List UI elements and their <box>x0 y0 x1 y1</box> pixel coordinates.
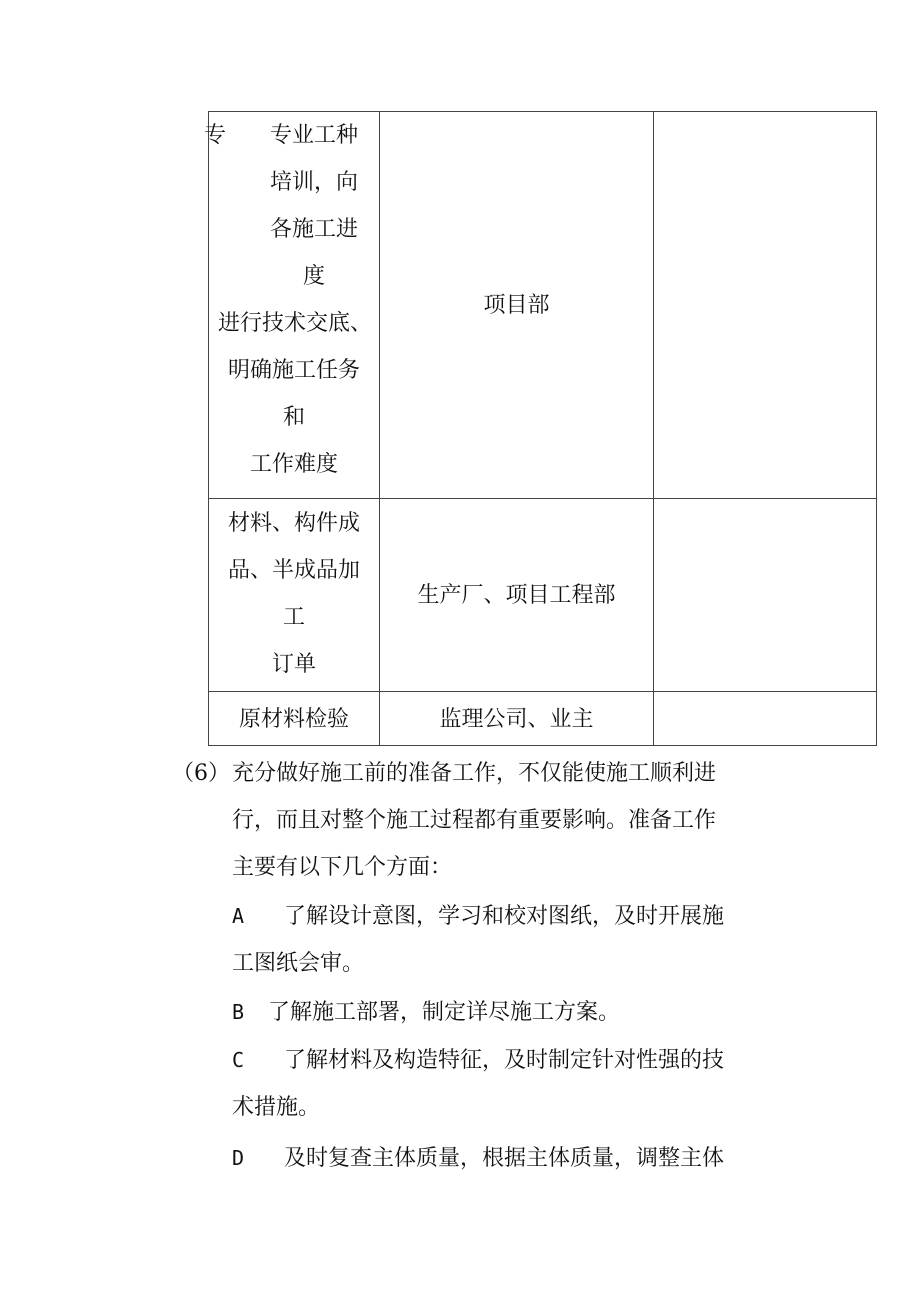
cell-line: 进行技术交底、 <box>217 311 372 336</box>
cell-line: 明确施工任务 <box>227 358 360 383</box>
section-text-line: 主要有以下几个方面： <box>232 855 453 880</box>
cell-line: 度 <box>302 264 325 289</box>
item-letter: B <box>232 1000 245 1024</box>
list-item-c <box>232 1037 724 1084</box>
section-text-line: 行，而且对整个施工过程都有重要影响。准备工作 <box>232 808 717 833</box>
cell-line: 材料、构件成 <box>227 511 360 536</box>
item-text: 了解设计意图，学习和校对图纸，及时开展施 <box>284 904 725 929</box>
cell-line: 培训，向 <box>269 170 358 195</box>
cell-line: 订单 <box>271 652 316 677</box>
cell-line: 和 <box>282 405 305 430</box>
item-letter: D <box>232 1146 245 1170</box>
cell-line: 各施工进 <box>269 217 358 242</box>
item-text: 了解施工部署，制定详尽施工方案。 <box>268 1000 621 1025</box>
row-divider-2 <box>208 691 877 692</box>
table-cell-task-training <box>208 112 380 488</box>
cell-line: 工作难度 <box>249 452 338 477</box>
list-item-b <box>232 989 620 1036</box>
list-item-continuation: 术措施。 <box>232 1095 321 1120</box>
table-border-right <box>876 111 877 746</box>
table-cell-project-dept: 项目部 <box>483 293 550 318</box>
row-divider-1 <box>208 498 877 499</box>
cell-line: 品、半成品加 <box>227 558 360 583</box>
table-cell-supervisor-owner: 监理公司、业主 <box>439 707 594 732</box>
list-item-continuation: 工图纸会审。 <box>232 951 365 976</box>
section-number: （6） <box>172 761 230 786</box>
responsibility-table <box>204 111 877 746</box>
table-cell-material-inspection: 原材料检验 <box>238 707 349 732</box>
cell-line: 专业工种 <box>269 123 358 148</box>
cell-line: 工 <box>282 605 305 630</box>
item-letter: A <box>232 904 245 928</box>
table-cell-factory-dept: 生产厂、项目工程部 <box>417 583 616 608</box>
list-item-d <box>232 1135 724 1182</box>
table-cell-material-order <box>208 500 380 688</box>
section-text-line: 充分做好施工前的准备工作，不仅能使施工顺利进 <box>232 761 717 786</box>
cell-fragment-text: 专 <box>204 123 227 148</box>
list-item-a <box>232 893 724 940</box>
item-text: 及时复查主体质量，根据主体质量，调整主体 <box>284 1146 725 1171</box>
table-border-bottom <box>208 745 877 746</box>
column-divider-2 <box>653 111 654 746</box>
item-letter: C <box>232 1048 245 1072</box>
item-text: 了解材料及构造特征，及时制定针对性强的技 <box>284 1048 725 1073</box>
